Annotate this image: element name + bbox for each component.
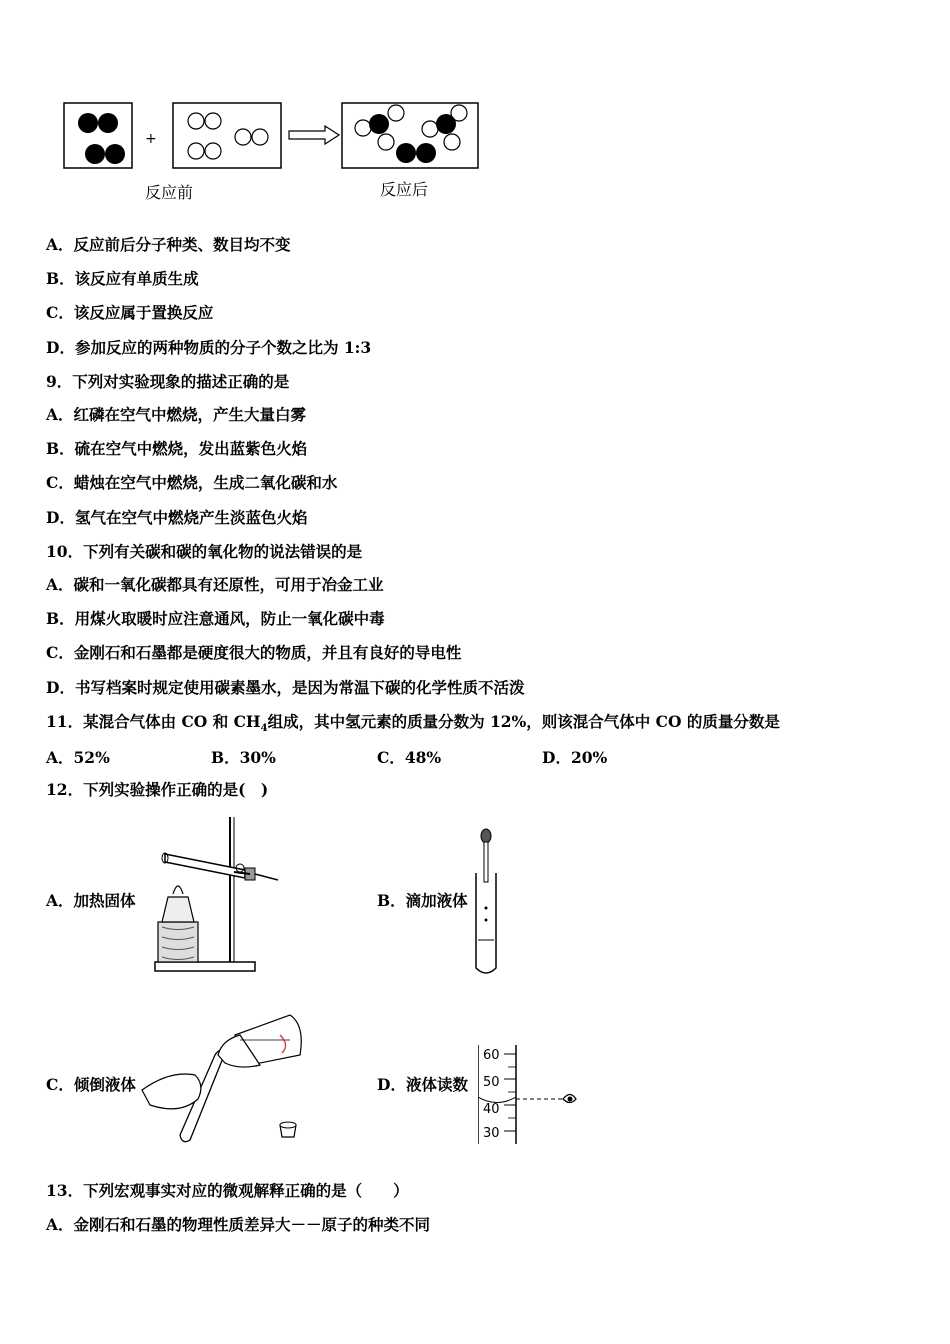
q9-option-d: D．氢气在空气中燃烧产生淡蓝色火焰	[46, 508, 308, 527]
reactant-box-2	[173, 103, 281, 168]
q11-option-b: B．30%	[211, 748, 276, 767]
q12-option-d: D．液体读数	[377, 1075, 468, 1094]
q11-stem	[46, 712, 780, 739]
q10-option-b: B．用煤火取暖时应注意通风，防止一氧化碳中毒	[46, 609, 385, 628]
cylinder-tick-60: 60	[483, 1048, 500, 1063]
q9-option-b: B．硫在空气中燃烧，发出蓝紫色火焰	[46, 439, 308, 458]
q12-option-a: A．加热固体	[46, 891, 136, 910]
q10-option-c: C．金刚石和石墨都是硬度很大的物质，并且有良好的导电性	[46, 643, 462, 662]
q13-option-a: A．金刚石和石墨的物理性质差异大－－原子的种类不同	[46, 1215, 431, 1234]
liquid-reading-illustration	[478, 1042, 588, 1147]
heating-solid-illustration	[150, 812, 285, 977]
q9-stem: 9．下列对实验现象的描述正确的是	[46, 372, 290, 391]
q8-option-a: A．反应前后分子种类、数目均不变	[46, 235, 291, 254]
q11-stem-pre: 11．某混合气体由 CO 和 CH	[46, 712, 261, 731]
reaction-arrow-icon	[289, 126, 339, 144]
before-label: 反应前	[145, 183, 194, 202]
q11-option-c: C．48%	[377, 748, 442, 767]
cylinder-tick-30: 30	[483, 1126, 500, 1141]
q11-option-a: A．52%	[46, 748, 110, 767]
after-label: 反应后	[380, 180, 429, 199]
pouring-liquid-illustration	[140, 995, 310, 1150]
q9-option-a: A．红磷在空气中燃烧，产生大量白雾	[46, 405, 307, 424]
q13-stem: 13．下列宏观事实对应的微观解释正确的是（ ）	[46, 1181, 409, 1200]
dropping-liquid-illustration	[470, 828, 505, 978]
q10-option-d: D．书写档案时规定使用碳素墨水，是因为常温下碳的化学性质不活泼	[46, 678, 525, 697]
q11-stem-sub: 4	[260, 723, 268, 735]
plus-sign: +	[145, 131, 157, 147]
reaction-diagram	[55, 95, 495, 180]
q9-option-c: C．蜡烛在空气中燃烧，生成二氧化碳和水	[46, 473, 338, 492]
cylinder-tick-40: 40	[483, 1102, 500, 1117]
q12-option-c: C．倾倒液体	[46, 1075, 136, 1094]
q8-option-d: D．参加反应的两种物质的分子个数之比为 1:3	[46, 338, 372, 357]
q11-stem-post: 组成，其中氢元素的质量分数为 12%，则该混合气体中 CO 的质量分数是	[267, 712, 780, 731]
q10-stem: 10．下列有关碳和碳的氧化物的说法错误的是	[46, 542, 363, 561]
q11-option-d: D．20%	[542, 748, 608, 767]
q8-option-c: C．该反应属于置换反应	[46, 303, 214, 322]
q10-option-a: A．碳和一氧化碳都具有还原性，可用于冶金工业	[46, 575, 384, 594]
q12-option-b: B．滴加液体	[377, 891, 468, 910]
cylinder-tick-50: 50	[483, 1075, 500, 1090]
q8-option-b: B．该反应有单质生成	[46, 269, 199, 288]
q12-stem: 12．下列实验操作正确的是( )	[46, 780, 269, 799]
